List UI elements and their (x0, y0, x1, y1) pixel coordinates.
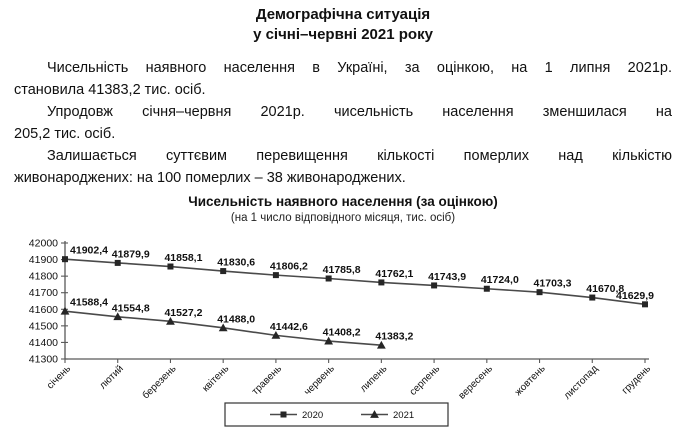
paragraph-3-line-2: живонароджених: на 100 померлих – 38 живонароджених. (14, 170, 406, 186)
svg-text:41400: 41400 (28, 336, 58, 349)
svg-text:41670,8: 41670,8 (586, 283, 625, 296)
svg-text:41408,2: 41408,2 (322, 326, 361, 339)
svg-text:2021: 2021 (393, 410, 415, 421)
document-title (0, 5, 686, 45)
document-title-line-1: Демографічна ситуація (255, 6, 431, 23)
svg-text:вересень: вересень (456, 363, 495, 402)
paragraph-3-line-1: Залишається суттєвим перевищення кількості померлих над кількістю (47, 148, 672, 164)
body-text (14, 57, 672, 189)
series-2021 (61, 297, 414, 349)
series-2020 (62, 245, 654, 308)
svg-text:41724,0: 41724,0 (480, 274, 519, 287)
svg-text:41300: 41300 (28, 353, 58, 366)
svg-text:квітень: квітень (200, 363, 232, 395)
svg-text:2020: 2020 (302, 410, 324, 421)
svg-text:41830,6: 41830,6 (217, 256, 256, 269)
svg-text:березень: березень (140, 363, 179, 402)
svg-text:липень: липень (358, 363, 390, 395)
svg-text:41743,9: 41743,9 (428, 270, 467, 283)
svg-text:жовтень: жовтень (512, 363, 548, 399)
svg-text:41902,4: 41902,4 (70, 244, 108, 257)
svg-text:41703,3: 41703,3 (533, 277, 572, 290)
svg-text:41442,6: 41442,6 (269, 320, 308, 333)
paragraph-2-line-1: Упродовж січня–червня 2021р. чисельність населення зменшилася на (47, 104, 672, 120)
paragraph-2-line-2: 205,2 тис. осіб. (14, 126, 116, 142)
svg-text:42000: 42000 (28, 237, 58, 250)
svg-text:41588,4: 41588,4 (70, 296, 108, 309)
svg-text:41383,2: 41383,2 (375, 330, 414, 343)
svg-text:червень: червень (302, 363, 337, 398)
paragraph-1-line-1: Чисельність наявного населення в Україні, за оцінкою, на 1 липня 2021р. (47, 60, 672, 76)
chart-axes (29, 238, 653, 402)
svg-text:41488,0: 41488,0 (217, 313, 256, 326)
chart-legend (225, 403, 448, 426)
svg-text:травень: травень (249, 363, 285, 398)
svg-text:41629,9: 41629,9 (616, 289, 654, 302)
svg-text:листопад: листопад (562, 363, 601, 402)
svg-text:лютий: лютий (97, 363, 126, 392)
svg-text:41879,9: 41879,9 (111, 248, 150, 261)
population-chart (0, 228, 686, 436)
svg-text:41858,1: 41858,1 (164, 252, 203, 265)
svg-text:серпень: серпень (407, 363, 443, 398)
svg-text:41700: 41700 (28, 287, 58, 300)
svg-text:41600: 41600 (28, 303, 58, 316)
svg-text:41527,2: 41527,2 (164, 306, 203, 319)
svg-text:41762,1: 41762,1 (375, 267, 414, 280)
svg-text:41800: 41800 (28, 270, 58, 283)
svg-text:41554,8: 41554,8 (111, 302, 150, 315)
svg-text:41500: 41500 (28, 320, 58, 333)
svg-text:41806,2: 41806,2 (269, 260, 308, 273)
svg-text:41785,8: 41785,8 (322, 263, 361, 276)
chart-subtitle: (на 1 число відповідного місяця, тис. осіб) (230, 212, 456, 224)
svg-text:грудень: грудень (619, 363, 654, 397)
document-title-line-2: у січні–червні 2021 року (253, 26, 433, 43)
paragraph-1-line-2: становила 41383,2 тис. осіб. (14, 82, 206, 98)
svg-text:41900: 41900 (28, 254, 58, 267)
svg-text:січень: січень (45, 363, 74, 392)
chart-title: Чисельність наявного населення (за оцінкою) (188, 194, 498, 209)
